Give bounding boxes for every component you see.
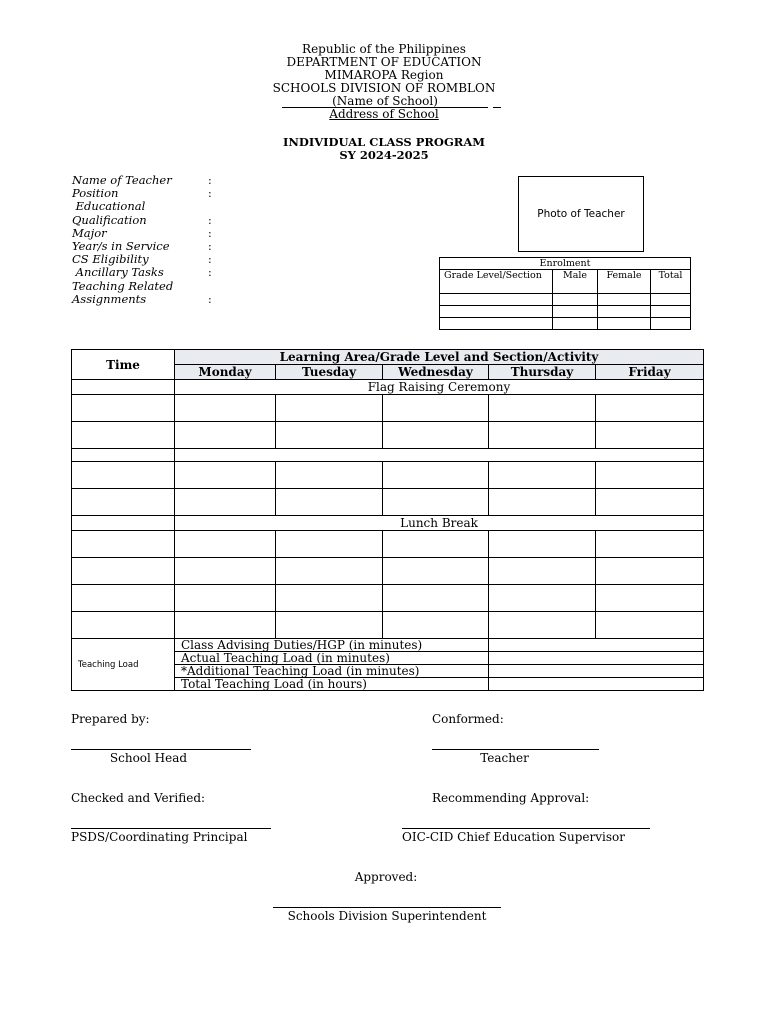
enrolment-col-female: Female bbox=[598, 270, 651, 294]
teacher-info-block bbox=[72, 174, 232, 306]
enrolment-cell[interactable] bbox=[440, 318, 553, 330]
teacher-title: Teacher bbox=[480, 751, 529, 765]
day-header-thursday: Thursday bbox=[489, 365, 596, 380]
enrolment-cell[interactable] bbox=[651, 318, 691, 330]
psds-signature-line[interactable] bbox=[71, 828, 271, 829]
enrolment-col-total: Total bbox=[651, 270, 691, 294]
schedule-cell[interactable] bbox=[596, 462, 704, 489]
schedule-cell[interactable] bbox=[276, 558, 383, 585]
time-cell[interactable] bbox=[72, 516, 175, 531]
enrolment-title: Enrolment bbox=[440, 258, 691, 270]
schedule-cell[interactable] bbox=[489, 531, 596, 558]
checked-verified-label: Checked and Verified: bbox=[71, 791, 206, 805]
psds-title: PSDS/Coordinating Principal bbox=[71, 830, 248, 844]
schedule-cell[interactable] bbox=[596, 558, 704, 585]
schedule-cell[interactable] bbox=[596, 531, 704, 558]
teaching-load-label: Teaching Load bbox=[72, 639, 175, 691]
break-row[interactable] bbox=[175, 449, 704, 462]
time-cell[interactable] bbox=[72, 531, 175, 558]
schedule-cell[interactable] bbox=[383, 585, 489, 612]
info-row: Name of Teacher : bbox=[72, 173, 212, 187]
division-line: SCHOOLS DIVISION OF ROMBLON bbox=[272, 81, 496, 95]
schedule-cell[interactable] bbox=[489, 422, 596, 449]
enrolment-col-grade: Grade Level/Section bbox=[440, 270, 553, 294]
load-value-cell[interactable] bbox=[489, 678, 704, 691]
school-name: (Name of School) bbox=[332, 94, 438, 108]
oic-signature-line[interactable] bbox=[402, 828, 650, 829]
department-line: DEPARTMENT OF EDUCATION bbox=[286, 55, 482, 69]
load-value-cell[interactable] bbox=[489, 639, 704, 652]
day-header-wednesday: Wednesday bbox=[383, 365, 489, 380]
schedule-cell[interactable] bbox=[276, 422, 383, 449]
load-value-cell[interactable] bbox=[489, 652, 704, 665]
enrolment-cell[interactable] bbox=[598, 306, 651, 318]
enrolment-cell[interactable] bbox=[553, 306, 598, 318]
lunch-break-row: Lunch Break bbox=[175, 516, 704, 531]
enrolment-table bbox=[439, 257, 691, 330]
enrolment-cell[interactable] bbox=[440, 294, 553, 306]
load-value-cell[interactable] bbox=[489, 665, 704, 678]
schedule-cell[interactable] bbox=[276, 395, 383, 422]
schedule-cell[interactable] bbox=[489, 612, 596, 639]
time-cell[interactable] bbox=[72, 558, 175, 585]
enrolment-cell[interactable] bbox=[553, 318, 598, 330]
schedule-cell[interactable] bbox=[383, 462, 489, 489]
prepared-by-label: Prepared by: bbox=[71, 712, 150, 726]
school-year: SY 2024-2025 bbox=[339, 148, 429, 162]
schedule-cell[interactable] bbox=[175, 531, 276, 558]
schedule-cell[interactable] bbox=[383, 489, 489, 516]
time-cell[interactable] bbox=[72, 585, 175, 612]
sds-title: Schools Division Superintendent bbox=[287, 909, 487, 923]
info-row: Ancillary Tasks : bbox=[72, 265, 212, 280]
approved-label: Approved: bbox=[354, 870, 418, 884]
schedule-cell[interactable] bbox=[489, 462, 596, 489]
sds-signature-line[interactable] bbox=[273, 907, 501, 908]
load-row-total: Total Teaching Load (in hours) bbox=[175, 678, 489, 691]
schedule-cell[interactable] bbox=[383, 612, 489, 639]
schedule-cell[interactable] bbox=[383, 395, 489, 422]
republic-line: Republic of the Philippines bbox=[302, 42, 466, 56]
time-cell[interactable] bbox=[72, 612, 175, 639]
time-cell[interactable] bbox=[72, 395, 175, 422]
enrolment-cell[interactable] bbox=[651, 306, 691, 318]
photo-label: Photo of Teacher bbox=[537, 208, 625, 220]
info-row: Assignments : bbox=[72, 291, 212, 306]
enrolment-cell[interactable] bbox=[440, 306, 553, 318]
time-cell[interactable] bbox=[72, 422, 175, 449]
school-head-title: School Head bbox=[109, 751, 188, 765]
schedule-cell[interactable] bbox=[175, 395, 276, 422]
region-line: MIMAROPA Region bbox=[324, 68, 444, 82]
teacher-photo-box[interactable] bbox=[518, 176, 644, 252]
schedule-cell[interactable] bbox=[596, 422, 704, 449]
form-title: INDIVIDUAL CLASS PROGRAM bbox=[283, 135, 485, 149]
schedule-cell[interactable] bbox=[175, 558, 276, 585]
schedule-cell[interactable] bbox=[596, 585, 704, 612]
enrolment-cell[interactable] bbox=[553, 294, 598, 306]
info-row: Major : bbox=[72, 225, 212, 240]
schedule-cell[interactable] bbox=[276, 585, 383, 612]
info-row: Position : bbox=[72, 186, 212, 201]
info-row: Qualification : bbox=[72, 212, 212, 227]
load-row-additional: *Additional Teaching Load (in minutes) bbox=[175, 665, 489, 678]
oic-title: OIC-CID Chief Education Supervisor bbox=[402, 830, 625, 844]
enrolment-cell[interactable] bbox=[598, 318, 651, 330]
schedule-cell[interactable] bbox=[175, 462, 276, 489]
day-header-monday: Monday bbox=[175, 365, 276, 380]
schedule-cell[interactable] bbox=[489, 489, 596, 516]
conformed-label: Conformed: bbox=[432, 712, 504, 726]
time-cell[interactable] bbox=[72, 449, 175, 462]
teacher-signature-line[interactable] bbox=[432, 749, 599, 750]
enrolment-cell[interactable] bbox=[651, 294, 691, 306]
schedule-cell[interactable] bbox=[276, 531, 383, 558]
class-schedule-table bbox=[71, 349, 704, 691]
load-row-advising: Class Advising Duties/HGP (in minutes) bbox=[175, 639, 489, 652]
school-head-signature-line[interactable] bbox=[71, 749, 251, 750]
load-row-actual: Actual Teaching Load (in minutes) bbox=[175, 652, 489, 665]
day-header-friday: Friday bbox=[596, 365, 704, 380]
flag-ceremony-row: Flag Raising Ceremony bbox=[175, 380, 704, 395]
info-row: Year/s in Service : bbox=[72, 238, 212, 253]
schedule-cell[interactable] bbox=[276, 462, 383, 489]
schedule-cell[interactable] bbox=[175, 422, 276, 449]
schedule-cell[interactable] bbox=[175, 489, 276, 516]
info-row: Educational bbox=[72, 199, 146, 214]
schedule-cell[interactable] bbox=[175, 585, 276, 612]
schedule-cell[interactable] bbox=[489, 395, 596, 422]
schedule-cell[interactable] bbox=[596, 612, 704, 639]
recommending-approval-label: Recommending Approval: bbox=[432, 791, 590, 805]
day-header-tuesday: Tuesday bbox=[276, 365, 383, 380]
time-cell[interactable] bbox=[72, 489, 175, 516]
time-cell[interactable] bbox=[72, 380, 175, 395]
info-row: CS Eligibility : bbox=[72, 252, 212, 267]
time-header: Time bbox=[72, 350, 175, 380]
schedule-cell[interactable] bbox=[596, 489, 704, 516]
schedule-cell[interactable] bbox=[383, 558, 489, 585]
schedule-cell[interactable] bbox=[489, 558, 596, 585]
info-row: Teaching Related bbox=[72, 278, 174, 293]
schedule-cell[interactable] bbox=[276, 612, 383, 639]
schedule-cell[interactable] bbox=[276, 489, 383, 516]
schedule-cell[interactable] bbox=[489, 585, 596, 612]
schedule-cell[interactable] bbox=[596, 395, 704, 422]
schedule-cell[interactable] bbox=[175, 612, 276, 639]
schedule-cell[interactable] bbox=[383, 531, 489, 558]
learning-area-header: Learning Area/Grade Level and Section/Activity bbox=[175, 350, 704, 365]
schedule-cell[interactable] bbox=[383, 422, 489, 449]
enrolment-cell[interactable] bbox=[598, 294, 651, 306]
school-address: Address of School bbox=[329, 107, 439, 121]
time-cell[interactable] bbox=[72, 462, 175, 489]
enrolment-col-male: Male bbox=[553, 270, 598, 294]
